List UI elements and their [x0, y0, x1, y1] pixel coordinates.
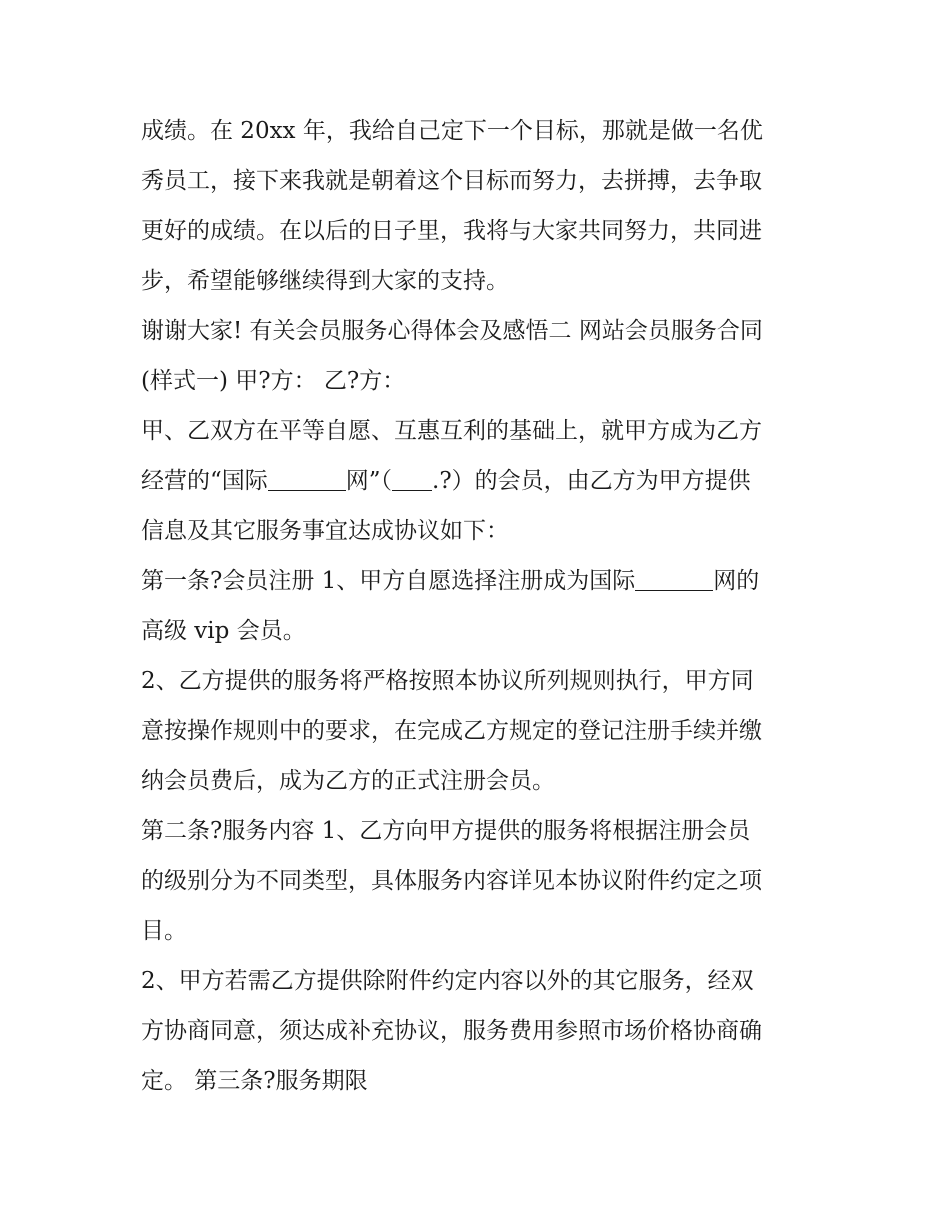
text-line: 更好的成绩。在以后的日子里，我将与大家共同努力，共同进	[141, 218, 762, 244]
text-line: 2、甲方若需乙方提供除附件约定内容以外的其它服务，经双	[141, 968, 754, 994]
fill-in-blank	[392, 466, 432, 491]
text-line: 信息及其它服务事宜达成协议如下：	[141, 518, 509, 544]
text-line: (样式一) 甲?方： 乙?方：	[141, 368, 406, 394]
fill-in-blank	[268, 466, 346, 491]
text-line-with-blanks	[141, 556, 821, 606]
text-line-with-blanks	[141, 456, 821, 506]
text-segment: 第一条?会员注册 1、甲方自愿选择注册成为国际	[141, 568, 636, 594]
fill-in-blank	[635, 566, 713, 591]
text-line: 秀员工，接下来我就是朝着这个目标而努力，去拼搏，去争取	[141, 168, 762, 194]
text-line: 谢谢大家! 有关会员服务心得体会及感悟二 网站会员服务合同	[141, 318, 763, 344]
text-line: 纳会员费后，成为乙方的正式注册会员。	[141, 768, 555, 794]
text-line: 高级 vip 会员。	[141, 618, 306, 644]
text-line: 成绩。在 20xx 年，我给自己定下一个目标，那就是做一名优	[141, 118, 763, 144]
text-line: 的级别分为不同类型，具体服务内容详见本协议附件约定之项	[141, 868, 762, 894]
text-segment: 网的	[713, 568, 760, 594]
text-line: 步，希望能够继续得到大家的支持。	[141, 268, 509, 294]
text-segment: 经营的“国际	[141, 468, 268, 494]
document-body	[141, 106, 821, 1106]
text-line: 意按操作规则中的要求，在完成乙方规定的登记注册手续并缴	[141, 718, 762, 744]
text-line: 第二条?服务内容 1、乙方向甲方提供的服务将根据注册会员	[141, 818, 751, 844]
text-line: 方协商同意，须达成补充协议，服务费用参照市场价格协商确	[141, 1018, 762, 1044]
text-line: 目。	[141, 918, 187, 944]
text-line: 2、乙方提供的服务将严格按照本协议所列规则执行，甲方同	[141, 668, 754, 694]
text-segment: .?）的会员，由乙方为甲方提供	[432, 468, 751, 494]
text-segment: 网”（	[345, 468, 393, 494]
text-line: 甲、乙双方在平等自愿、互惠互利的基础上，就甲方成为乙方	[141, 418, 762, 444]
text-line: 定。 第三条?服务期限	[141, 1068, 368, 1094]
